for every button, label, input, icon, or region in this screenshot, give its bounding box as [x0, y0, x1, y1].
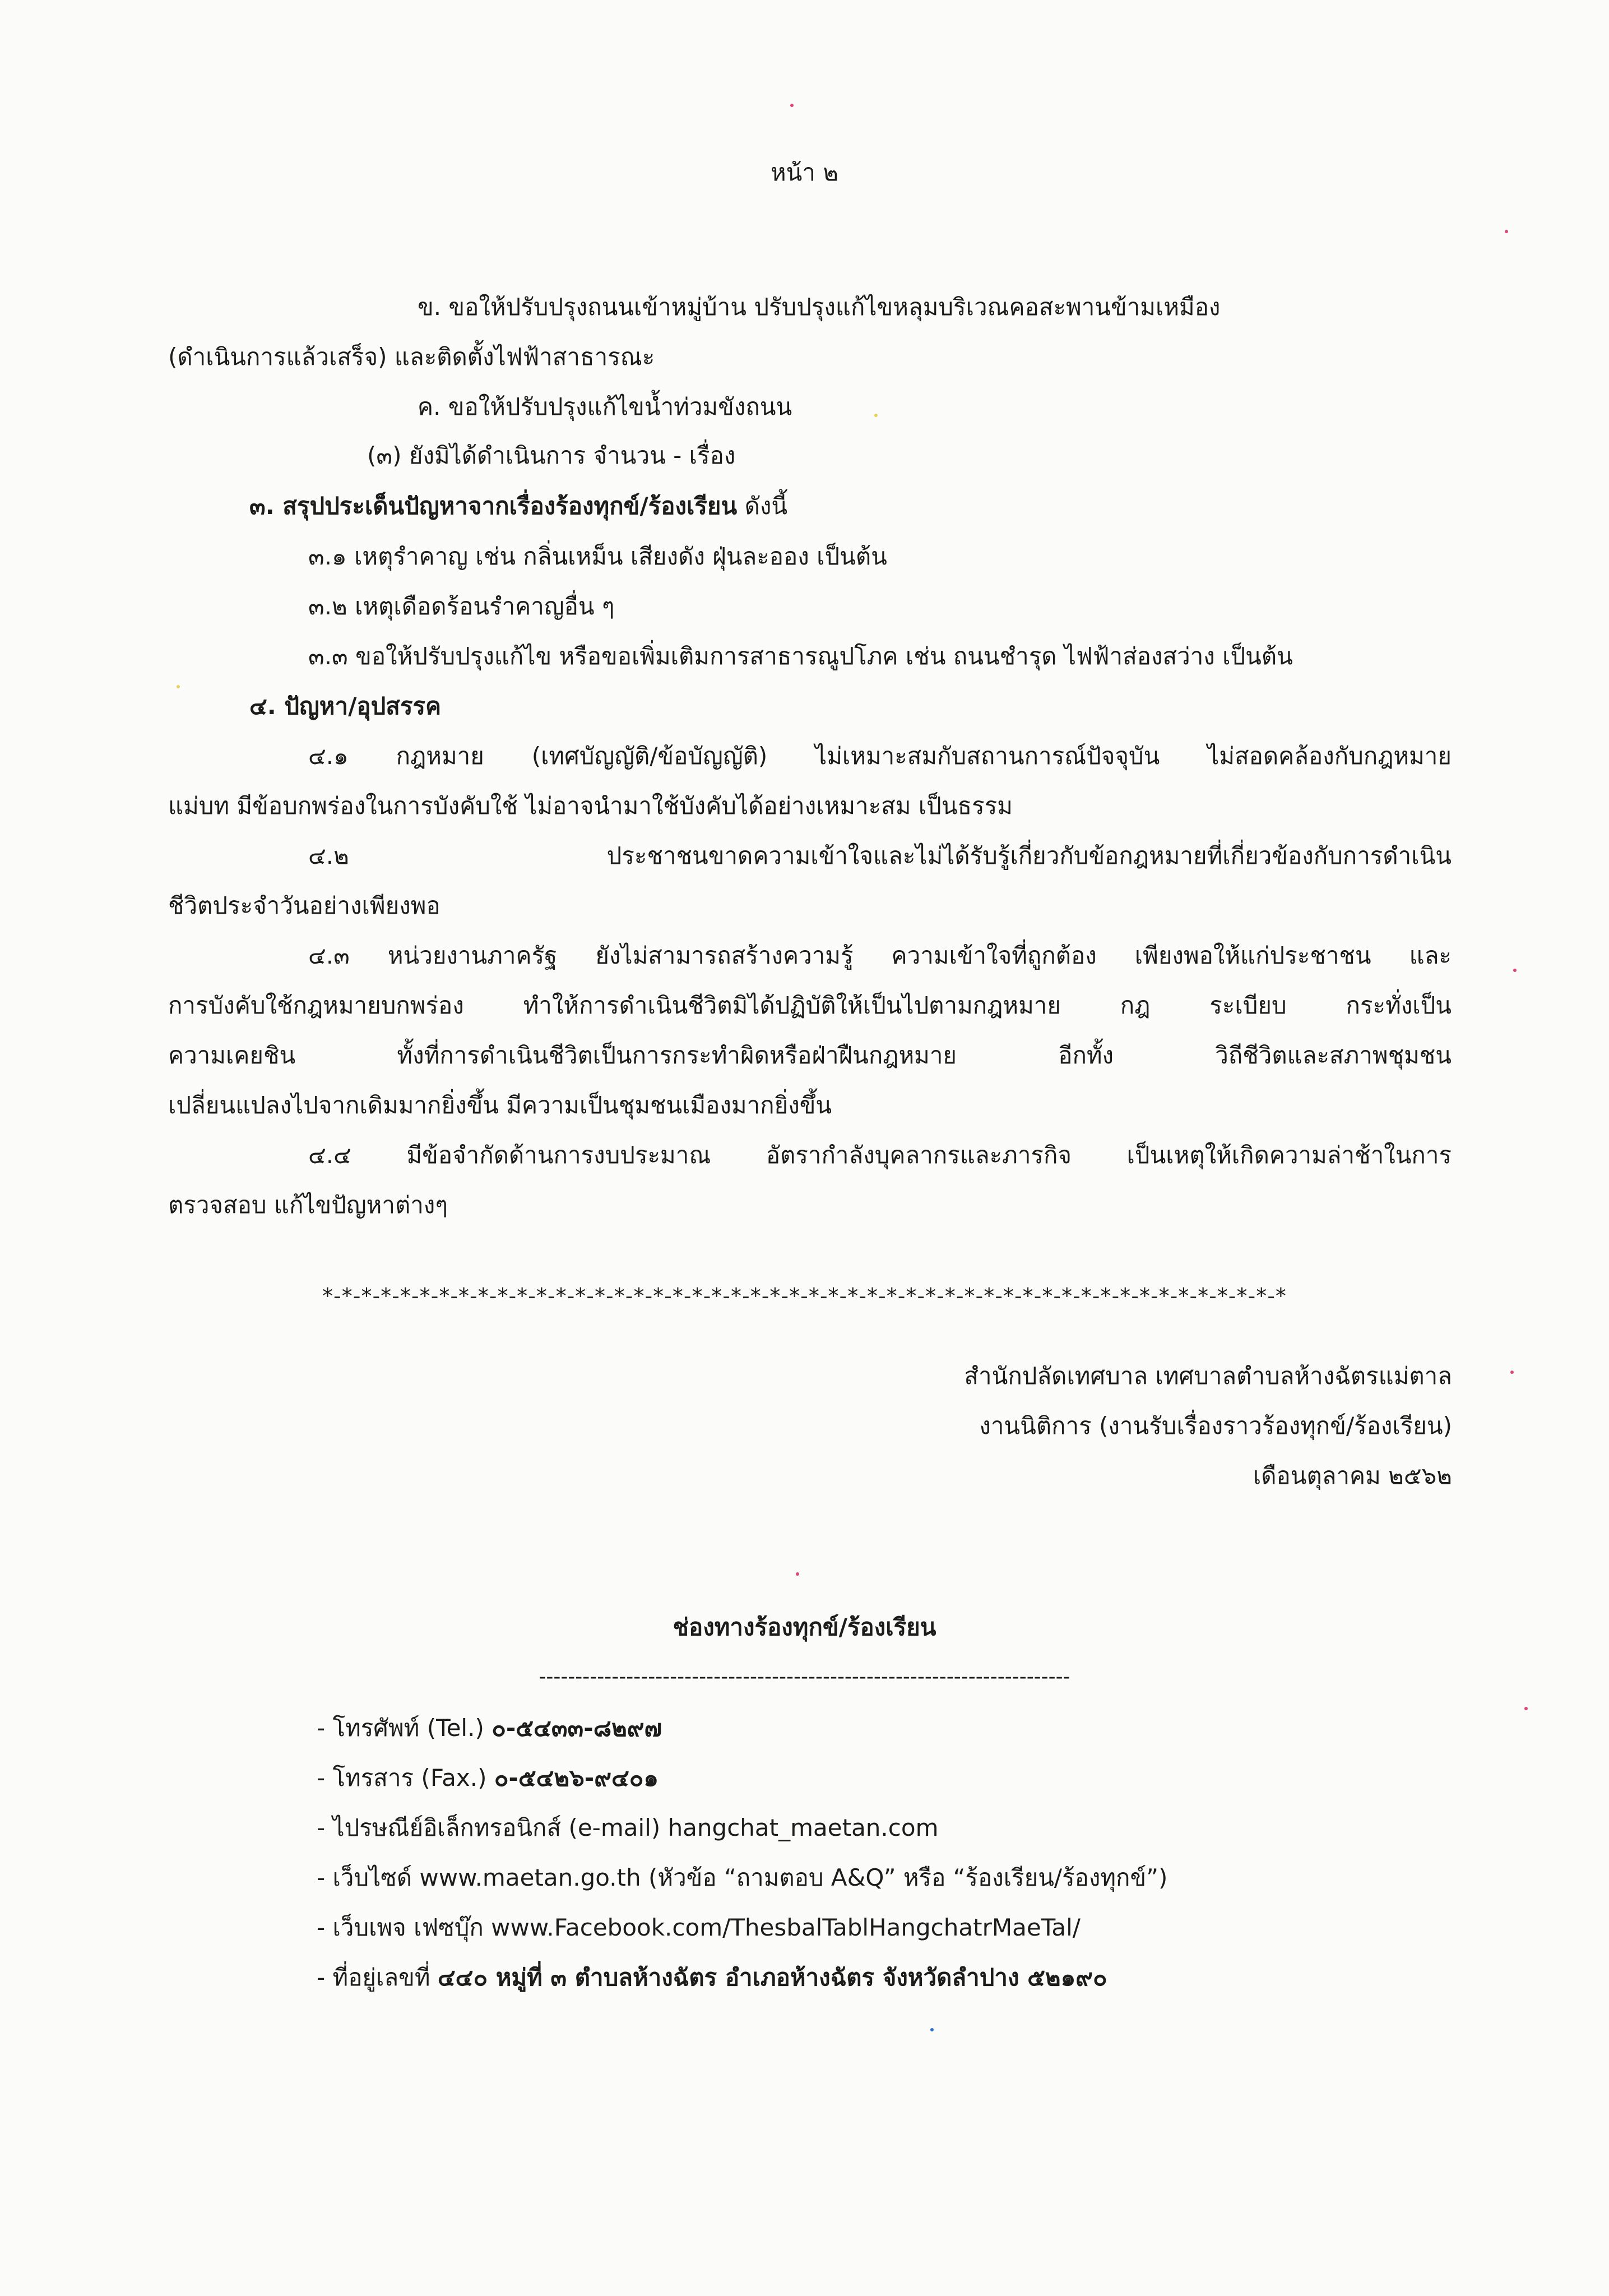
contact-tel-label: - โทรศัพท์ (Tel.)	[317, 1714, 492, 1742]
section4-p3-line4: เปลี่ยนแปลงไปจากเดิมมากยิ่งขึ้น มีความเป็นชุมชนเมืองมากยิ่งขึ้น	[168, 1091, 832, 1119]
pending-count: (๓) ยังมิได้ดำเนินการ จำนวน - เรื่อง	[367, 442, 736, 469]
list-item-b-line2: (ดำเนินการแล้วเสร็จ) และติดตั้งไฟฟ้าสาธารณะ	[168, 343, 655, 371]
scan-speck	[790, 104, 794, 107]
contact-facebook-link[interactable]: www.Facebook.com/ThesbalTablHangchatrMaeTal/	[491, 1914, 1081, 1941]
list-item-c: ค. ขอให้ปรับปรุงแก้ไขน้ำท่วมขังถนน	[418, 393, 792, 420]
scan-speck	[177, 685, 180, 688]
section4-p1-line1: ๔.๑ กฎหมาย (เทศบัญญัติ/ข้อบัญญัติ) ไม่เหมาะสมกับสถานการณ์ปัจจุบัน ไม่สอดคล้องกับกฎหมาย	[308, 742, 1452, 770]
section3-heading-tail: ดังนี้	[737, 492, 788, 520]
contact-fax	[317, 1761, 659, 1795]
section3-item2: ๓.๒ เหตุเดือดร้อนรำคาญอื่น ๆ	[308, 592, 615, 620]
contact-email-value[interactable]: hangchat_maetan.com	[667, 1814, 939, 1841]
contact-address-value: ๔๔๐ หมู่ที่ ๓ ตำบลห้างฉัตร อำเภอห้างฉัตร จังหวัดลำปาง ๕๒๑๙๐	[437, 1964, 1107, 1991]
section4-p3-line1: ๔.๓ หน่วยงานภาครัฐ ยังไม่สามารถสร้างความรู้ ความเข้าใจที่ถูกต้อง เพียงพอให้แก่ประชาชน และ	[308, 942, 1452, 969]
scan-speck	[1510, 1371, 1514, 1374]
contact-address-label: - ที่อยู่เลขที่	[317, 1964, 438, 1991]
contact-website-label: - เว็บไซด์	[317, 1864, 420, 1891]
signature-date: เดือนตุลาคม ๒๕๖๒	[1253, 1462, 1452, 1489]
scan-speck	[874, 414, 878, 417]
scan-speck	[796, 1572, 799, 1576]
section4-p2-line1: ๔.๒ ประชาชนขาดความเข้าใจและไม่ได้รับรู้เกี่ยวกับข้อกฎหมายที่เกี่ยวข้องกับการดำเนิน	[308, 842, 1452, 869]
contact-website-tail: (หัวข้อ “ถามตอบ A&Q” หรือ “ร้องเรียน/ร้องทุกข์”)	[641, 1864, 1168, 1891]
page-number: หน้า ๒	[770, 159, 839, 186]
section4-p4-line1: ๔.๔ มีข้อจำกัดด้านการงบประมาณ อัตรากำลังบุคลากรและภารกิจ เป็นเหตุให้เกิดความล่าช้าในการ	[308, 1141, 1452, 1169]
section3-item3: ๓.๓ ขอให้ปรับปรุงแก้ไข หรือขอเพิ่มเติมการสาธารณูปโภค เช่น ถนนชำรุด ไฟฟ้าส่องสว่าง เป็นต้น	[308, 642, 1293, 670]
contact-fax-value[interactable]: ๐-๕๔๒๖-๙๔๐๑	[494, 1764, 659, 1792]
contact-website-link[interactable]: www.maetan.go.th	[419, 1864, 641, 1891]
contact-facebook-label: - เว็บเพจ เฟซบุ๊ก	[317, 1914, 491, 1941]
section4-p2-line2: ชีวิตประจำวันอย่างเพียงพอ	[168, 892, 440, 919]
contact-tel	[317, 1711, 662, 1745]
contact-fax-label: - โทรสาร (Fax.)	[317, 1764, 494, 1792]
scan-speck	[930, 2028, 934, 2031]
contact-facebook	[317, 1911, 1081, 1945]
section4-p3-line3: ความเคยชิน ทั้งที่การดำเนินชีวิตเป็นการกระทำผิดหรือฝ่าฝืนกฎหมาย อีกทั้ง วิถีชีวิตและสภาพชุมชน	[168, 1041, 1452, 1069]
star-separator: *-*-*-*-*-*-*-*-*-*-*-*-*-*-*-*-*-*-*-*-*-*-*-*-*-*-*-*-*-*-*-*-*-*-*-*-*-*-*-*-*-*-*-*-*-*-*-*-*-*	[322, 1284, 1287, 1308]
section4-heading: ๔. ปัญหา/อุปสรรค	[249, 692, 442, 720]
section3-item1: ๓.๑ เหตุรำคาญ เช่น กลิ่นเหม็น เสียงดัง ฝุ่นละออง เป็นต้น	[308, 543, 887, 570]
contact-email-label: - ไปรษณีย์อิเล็กทรอนิกส์ (e-mail)	[317, 1814, 668, 1841]
section4-p4-line2: ตรวจสอบ แก้ไขปัญหาต่างๆ	[168, 1191, 448, 1219]
section4-p1-line2: แม่บท มีข้อบกพร่องในการบังคับใช้ ไม่อาจนำมาใช้บังคับได้อย่างเหมาะสม เป็นธรรม	[168, 792, 1013, 820]
channels-title: ช่องทางร้องทุกข์/ร้องเรียน	[673, 1613, 936, 1641]
scan-speck	[1513, 969, 1517, 972]
signature-unit: งานนิติการ (งานรับเรื่องราวร้องทุกข์/ร้องเรียน)	[979, 1412, 1452, 1439]
list-item-b-line1: ข. ขอให้ปรับปรุงถนนเข้าหมู่บ้าน ปรับปรุงแก้ไขหลุมบริเวณคอสะพานข้ามเหมือง	[418, 293, 1221, 321]
signature-office: สำนักปลัดเทศบาล เทศบาลตำบลห้างฉัตรแม่ตาล	[964, 1362, 1452, 1390]
contact-website	[317, 1861, 1167, 1895]
contact-email	[317, 1811, 938, 1845]
contact-address	[317, 1961, 1107, 1994]
section3-heading	[249, 489, 787, 523]
contact-tel-value[interactable]: ๐-๕๔๓๓-๘๒๙๗	[491, 1714, 662, 1742]
channels-divider: -------------------------------------------------------------------------	[539, 1665, 1070, 1688]
scan-speck	[1505, 230, 1508, 233]
scan-speck	[1524, 1707, 1528, 1710]
section3-heading-bold: ๓. สรุปประเด็นปัญหาจากเรื่องร้องทุกข์/ร้องเรียน	[249, 492, 738, 520]
section4-p3-line2: การบังคับใช้กฎหมายบกพร่อง ทำให้การดำเนินชีวิตมิได้ปฏิบัติให้เป็นไปตามกฎหมาย กฎ ระเบียบ กระทั่งเป็น	[168, 992, 1452, 1019]
